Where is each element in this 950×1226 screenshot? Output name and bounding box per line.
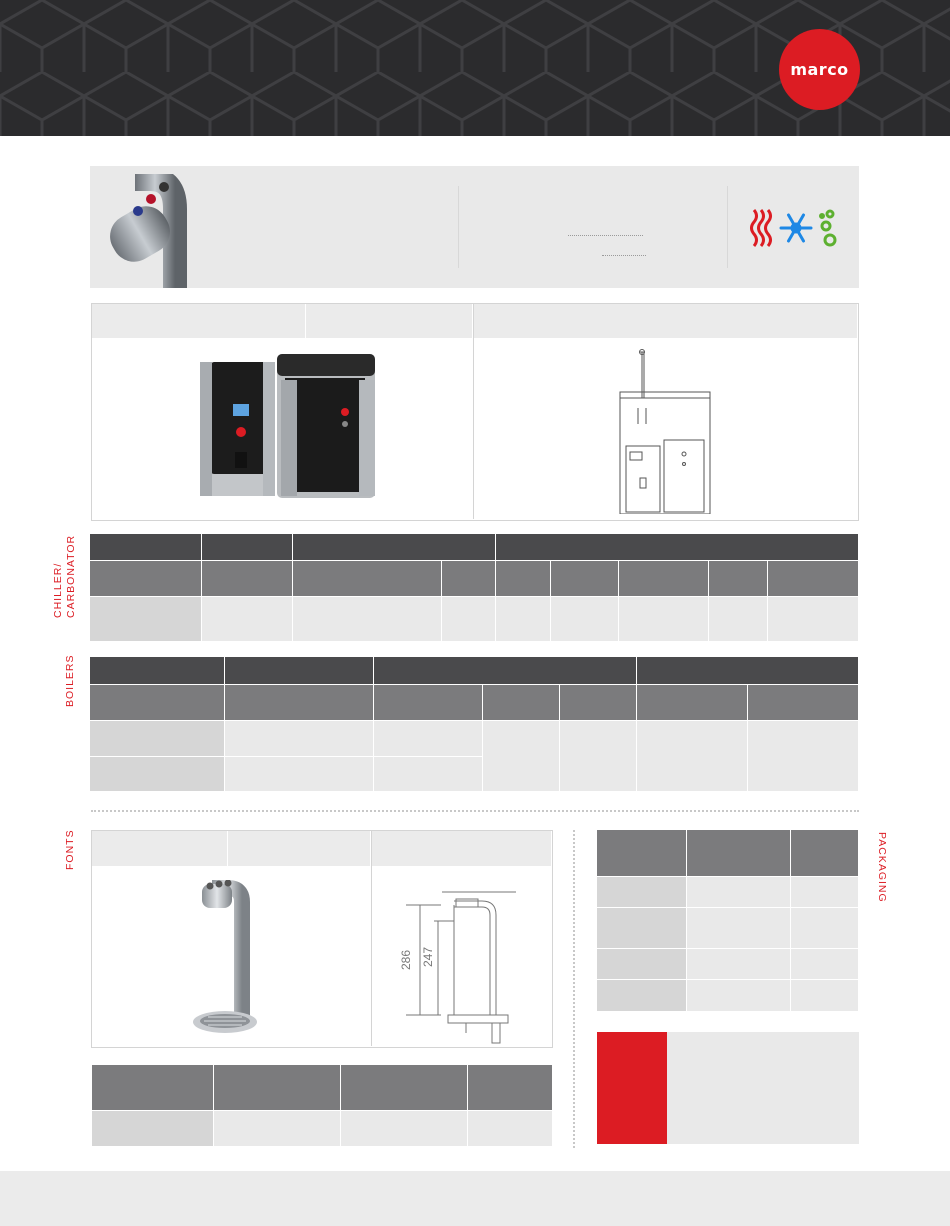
table-subheader-cell: [225, 685, 374, 721]
table-cell: [687, 980, 791, 1012]
font-header-cell-1: [92, 831, 227, 866]
table-cell: [687, 877, 791, 908]
table-subheader-cell: [560, 685, 637, 721]
callout-box: [667, 1032, 859, 1144]
table-subheader-cell: [90, 561, 202, 597]
table-cell: [225, 721, 374, 757]
table-cell: [374, 757, 483, 792]
unit-panel-divider: [473, 304, 474, 519]
section-label-boilers: BOILERS: [64, 654, 76, 707]
product-hero: [90, 166, 859, 288]
section-label-chiller: CHILLER/ CARBONATOR: [52, 534, 77, 618]
table-subheader-cell: [341, 1065, 468, 1111]
table-subheader-cell: [92, 1065, 214, 1111]
unit-header-cell-1: [92, 304, 305, 338]
font-header-cell-3: [372, 831, 551, 866]
table-header-cell: [496, 534, 859, 561]
table-row-label: [90, 721, 225, 757]
inner-height-label: 247: [421, 946, 435, 968]
font-header-cell-2: [228, 831, 370, 866]
table-subheader-cell: [374, 685, 483, 721]
table-cell: [791, 908, 859, 949]
boilers-spec-table: [90, 657, 859, 792]
table-row-label: [597, 980, 687, 1012]
column-separator: [573, 830, 575, 1148]
tap-photo: [105, 174, 210, 288]
hero-dotted-line-2: [602, 255, 646, 256]
table-cell: [619, 597, 709, 642]
section-label-packaging: PACKAGING: [876, 832, 888, 903]
table-cell: [483, 721, 560, 792]
table-subheader-cell: [483, 685, 560, 721]
table-cell: [293, 597, 442, 642]
table-header-cell: [374, 657, 637, 685]
diagram-header-cell: [474, 304, 857, 338]
heat-waves-icon: [752, 210, 771, 246]
table-row-label: [90, 757, 225, 792]
hero-divider-right: [727, 186, 728, 268]
table-subheader-cell: [90, 685, 225, 721]
table-cell: [551, 597, 619, 642]
boiler-chiller-photo: [195, 348, 387, 503]
font-panel-divider: [371, 831, 372, 1046]
table-header-cell: [225, 657, 374, 685]
sparkling-bubbles-icon: [821, 211, 836, 245]
table-subheader-cell: [791, 830, 859, 877]
table-subheader-cell: [496, 561, 551, 597]
table-cell: [341, 1111, 468, 1147]
table-subheader-cell: [442, 561, 496, 597]
table-subheader-cell: [293, 561, 442, 597]
font-spec-table: [92, 1065, 553, 1147]
font-tap-photo: [190, 880, 260, 1035]
installation-diagram: [618, 348, 713, 514]
table-subheader-cell: [687, 830, 791, 877]
unit-header-cell-2: [306, 304, 472, 338]
table-header-cell: [637, 657, 859, 685]
table-cell: [791, 980, 859, 1012]
function-icons: [750, 208, 842, 248]
table-cell: [442, 597, 496, 642]
table-cell: [791, 949, 859, 980]
table-cell: [225, 757, 374, 792]
overall-height-label: 286: [399, 949, 413, 971]
section-label-fonts: FONTS: [64, 829, 76, 870]
table-row-label: [90, 597, 202, 642]
table-cell: [687, 908, 791, 949]
footer-bar: [0, 1171, 950, 1226]
chiller-spec-table: [90, 534, 859, 642]
table-cell: [791, 877, 859, 908]
table-header-cell: [90, 534, 202, 561]
table-header-cell: [90, 657, 225, 685]
table-cell: [214, 1111, 341, 1147]
table-row-label: [597, 908, 687, 949]
table-subheader-cell: [619, 561, 709, 597]
table-cell: [687, 949, 791, 980]
table-cell: [637, 721, 748, 792]
section-separator: [91, 810, 859, 812]
hero-divider-left: [458, 186, 459, 268]
table-cell: [768, 597, 859, 642]
table-cell: [202, 597, 293, 642]
table-cell: [560, 721, 637, 792]
table-subheader-cell: [214, 1065, 341, 1111]
table-subheader-cell: [468, 1065, 553, 1111]
table-cell: [374, 721, 483, 757]
table-subheader-cell: [768, 561, 859, 597]
table-header-cell: [293, 534, 496, 561]
table-row-label: [597, 949, 687, 980]
header-banner: [0, 0, 950, 140]
table-row-label: [92, 1111, 214, 1147]
callout-accent-bar: [597, 1032, 667, 1144]
table-subheader-cell: [709, 561, 768, 597]
table-subheader-cell: [597, 830, 687, 877]
table-subheader-cell: [551, 561, 619, 597]
table-cell: [468, 1111, 553, 1147]
table-subheader-cell: [637, 685, 748, 721]
table-row-label: [597, 877, 687, 908]
table-header-cell: [202, 534, 293, 561]
table-subheader-cell: [202, 561, 293, 597]
table-cell: [496, 597, 551, 642]
packaging-spec-table: [597, 830, 859, 1012]
table-cell: [748, 721, 859, 792]
table-cell: [709, 597, 768, 642]
table-subheader-cell: [748, 685, 859, 721]
font-dimension-drawing: [396, 885, 521, 1045]
snowflake-icon: [781, 215, 811, 241]
hero-dotted-line-1: [568, 235, 643, 236]
marco-logo: marco: [779, 29, 860, 110]
